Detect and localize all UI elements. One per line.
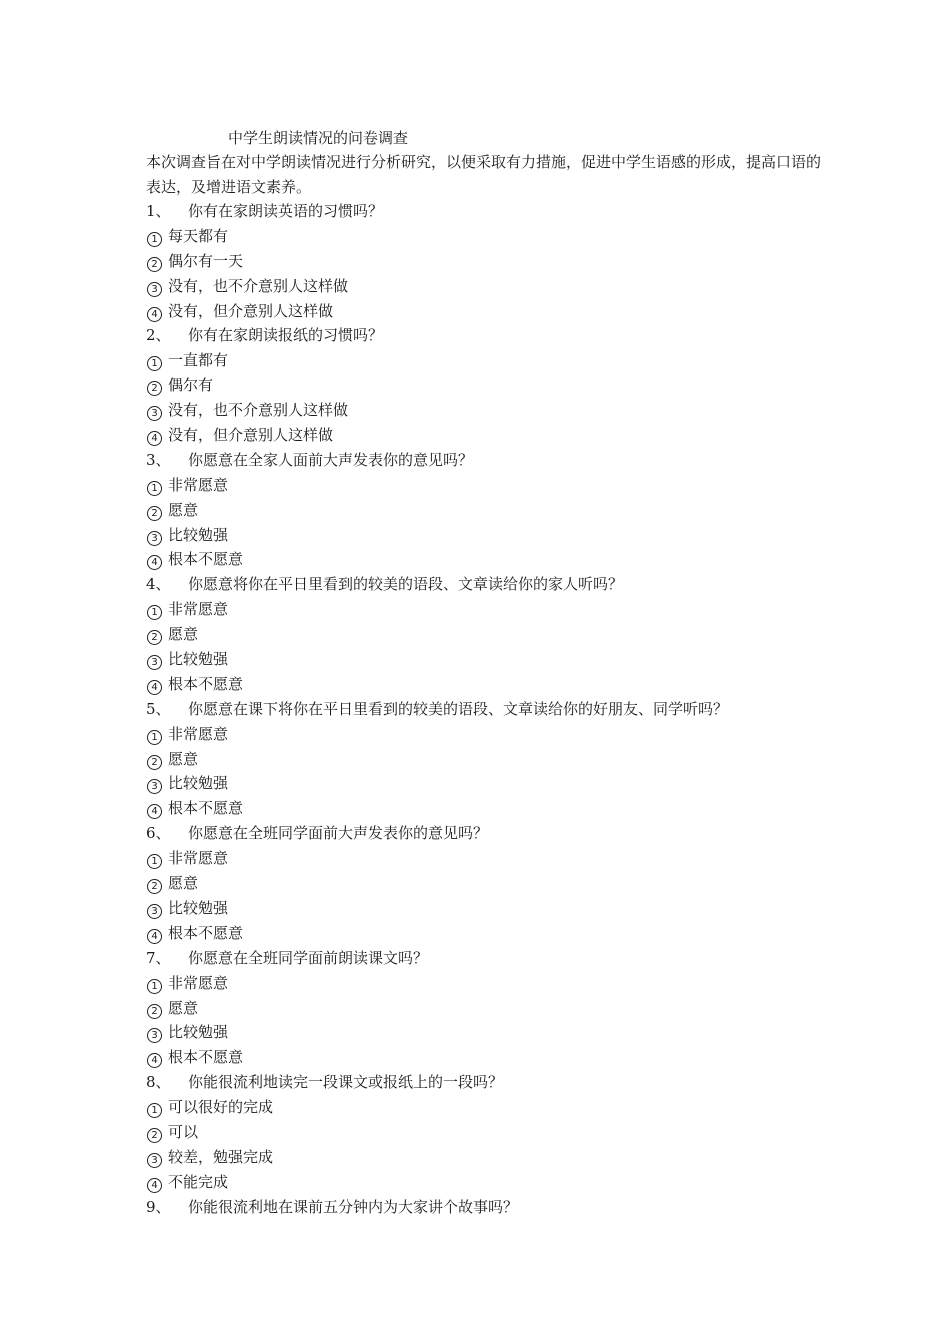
circled-number-icon: 2 bbox=[147, 1128, 162, 1143]
option-item bbox=[146, 1145, 728, 1170]
circled-number-icon: 2 bbox=[147, 257, 162, 272]
question-number: 8、 bbox=[146, 1073, 171, 1092]
question-text: 你愿意将你在平日里看到的较美的语段、文章读给你的家人听吗？ bbox=[188, 575, 624, 594]
circled-number-icon: 3 bbox=[147, 1153, 162, 1168]
option-item bbox=[146, 771, 728, 796]
option-item bbox=[146, 647, 728, 672]
option-text: 不能完成 bbox=[168, 1172, 229, 1191]
circled-number-icon: 1 bbox=[147, 605, 162, 620]
option-item bbox=[146, 498, 728, 523]
question-8 bbox=[146, 1070, 728, 1095]
option-item bbox=[146, 896, 728, 921]
option-item bbox=[146, 523, 728, 548]
option-text: 愿意 bbox=[168, 998, 199, 1017]
option-text: 可以 bbox=[168, 1122, 199, 1141]
option-item bbox=[146, 672, 728, 697]
option-text: 根本不愿意 bbox=[168, 1048, 244, 1067]
circled-number-icon: 2 bbox=[147, 755, 162, 770]
question-number: 2、 bbox=[146, 326, 171, 345]
question-6 bbox=[146, 821, 728, 846]
option-text: 比较勉强 bbox=[168, 898, 229, 917]
circled-number-icon: 4 bbox=[147, 307, 162, 322]
option-item bbox=[146, 274, 728, 299]
option-item bbox=[146, 846, 728, 871]
question-text: 你有在家朗读报纸的习惯吗？ bbox=[188, 326, 384, 345]
question-1 bbox=[146, 199, 728, 224]
option-text: 比较勉强 bbox=[168, 525, 229, 544]
option-item bbox=[146, 1170, 728, 1195]
question-number: 9、 bbox=[146, 1197, 171, 1216]
circled-number-icon: 4 bbox=[147, 680, 162, 695]
circled-number-icon: 1 bbox=[147, 854, 162, 869]
option-item bbox=[146, 747, 728, 772]
option-text: 根本不愿意 bbox=[168, 674, 244, 693]
circled-number-icon: 4 bbox=[147, 929, 162, 944]
option-text: 根本不愿意 bbox=[168, 550, 244, 569]
option-text: 愿意 bbox=[168, 500, 199, 519]
circled-number-icon: 3 bbox=[147, 655, 162, 670]
question-9 bbox=[146, 1195, 728, 1220]
question-5 bbox=[146, 697, 728, 722]
question-7 bbox=[146, 946, 728, 971]
option-text: 偶尔有 bbox=[168, 376, 214, 395]
option-text: 比较勉强 bbox=[168, 1023, 229, 1042]
circled-number-icon: 4 bbox=[147, 804, 162, 819]
circled-number-icon: 3 bbox=[147, 406, 162, 421]
option-item bbox=[146, 796, 728, 821]
question-text: 你愿意在全家人面前大声发表你的意见吗？ bbox=[188, 450, 474, 469]
option-item bbox=[146, 971, 728, 996]
circled-number-icon: 4 bbox=[147, 431, 162, 446]
survey-questions bbox=[146, 199, 728, 1220]
option-text: 比较勉强 bbox=[168, 774, 229, 793]
option-item bbox=[146, 373, 728, 398]
option-text: 比较勉强 bbox=[168, 650, 229, 669]
question-3 bbox=[146, 448, 728, 473]
question-number: 7、 bbox=[146, 948, 171, 967]
circled-number-icon: 1 bbox=[147, 481, 162, 496]
question-4 bbox=[146, 572, 728, 597]
option-item bbox=[146, 622, 728, 647]
option-item bbox=[146, 1020, 728, 1045]
option-text: 没有，也不介意别人这样做 bbox=[168, 401, 349, 420]
circled-number-icon: 1 bbox=[147, 356, 162, 371]
option-item bbox=[146, 871, 728, 896]
question-number: 5、 bbox=[146, 699, 171, 718]
option-text: 没有，但介意别人这样做 bbox=[168, 426, 334, 445]
question-number: 1、 bbox=[146, 202, 171, 220]
option-text: 根本不愿意 bbox=[168, 923, 244, 942]
page-title: 中学生朗读情况的问卷调查 bbox=[228, 129, 409, 147]
option-item bbox=[146, 224, 728, 249]
option-text: 愿意 bbox=[168, 749, 199, 768]
option-item bbox=[146, 1095, 728, 1120]
circled-number-icon: 1 bbox=[147, 979, 162, 994]
intro-paragraph: 本次调查旨在对中学朗读情况进行分析研究，以便采取有力措施，促进中学生语感的形成，提高口语的表达，及增进语文素养。 bbox=[146, 153, 822, 196]
circled-number-icon: 1 bbox=[147, 232, 162, 247]
circled-number-icon: 3 bbox=[147, 904, 162, 919]
option-item bbox=[146, 597, 728, 622]
circled-number-icon: 3 bbox=[147, 1028, 162, 1043]
option-text: 非常愿意 bbox=[168, 600, 229, 619]
option-item bbox=[146, 722, 728, 747]
option-item bbox=[146, 1045, 728, 1070]
option-text: 每天都有 bbox=[168, 226, 229, 245]
circled-number-icon: 2 bbox=[147, 879, 162, 894]
option-item bbox=[146, 921, 728, 946]
question-text: 你愿意在全班同学面前大声发表你的意见吗？ bbox=[188, 824, 489, 843]
circled-number-icon: 1 bbox=[147, 730, 162, 745]
option-text: 没有，也不介意别人这样做 bbox=[168, 276, 349, 295]
option-item bbox=[146, 996, 728, 1021]
question-text: 你愿意在全班同学面前朗读课文吗？ bbox=[188, 948, 429, 967]
option-text: 愿意 bbox=[168, 874, 199, 893]
circled-number-icon: 2 bbox=[147, 1004, 162, 1019]
option-text: 没有，但介意别人这样做 bbox=[168, 301, 334, 320]
question-number: 3、 bbox=[146, 450, 171, 469]
option-text: 较差，勉强完成 bbox=[168, 1147, 274, 1166]
option-item bbox=[146, 473, 728, 498]
circled-number-icon: 4 bbox=[147, 555, 162, 570]
option-item bbox=[146, 423, 728, 448]
option-item bbox=[146, 348, 728, 373]
question-number: 4、 bbox=[146, 575, 171, 594]
circled-number-icon: 2 bbox=[147, 506, 162, 521]
option-text: 偶尔有一天 bbox=[168, 251, 244, 270]
circled-number-icon: 2 bbox=[147, 630, 162, 645]
question-2 bbox=[146, 323, 728, 348]
option-text: 愿意 bbox=[168, 625, 199, 644]
option-item bbox=[146, 547, 728, 572]
circled-number-icon: 4 bbox=[147, 1178, 162, 1193]
question-text: 你能很流利地在课前五分钟内为大家讲个故事吗？ bbox=[188, 1197, 519, 1216]
option-text: 可以很好的完成 bbox=[168, 1098, 274, 1117]
option-item bbox=[146, 249, 728, 274]
option-text: 非常愿意 bbox=[168, 475, 229, 494]
option-text: 一直都有 bbox=[168, 351, 229, 370]
circled-number-icon: 3 bbox=[147, 531, 162, 546]
option-text: 根本不愿意 bbox=[168, 799, 244, 818]
circled-number-icon: 3 bbox=[147, 282, 162, 297]
option-item bbox=[146, 1120, 728, 1145]
option-text: 非常愿意 bbox=[168, 973, 229, 992]
question-number: 6、 bbox=[146, 824, 171, 843]
circled-number-icon: 3 bbox=[147, 779, 162, 794]
option-text: 非常愿意 bbox=[168, 849, 229, 868]
circled-number-icon: 2 bbox=[147, 381, 162, 396]
circled-number-icon: 4 bbox=[147, 1053, 162, 1068]
question-text: 你愿意在课下将你在平日里看到的较美的语段、文章读给你的好朋友、同学听吗？ bbox=[188, 699, 729, 718]
option-text: 非常愿意 bbox=[168, 724, 229, 743]
option-item bbox=[146, 398, 728, 423]
question-text: 你能很流利地读完一段课文或报纸上的一段吗？ bbox=[188, 1073, 504, 1092]
option-item bbox=[146, 299, 728, 324]
circled-number-icon: 1 bbox=[147, 1103, 162, 1118]
question-text: 你有在家朗读英语的习惯吗？ bbox=[188, 202, 384, 220]
